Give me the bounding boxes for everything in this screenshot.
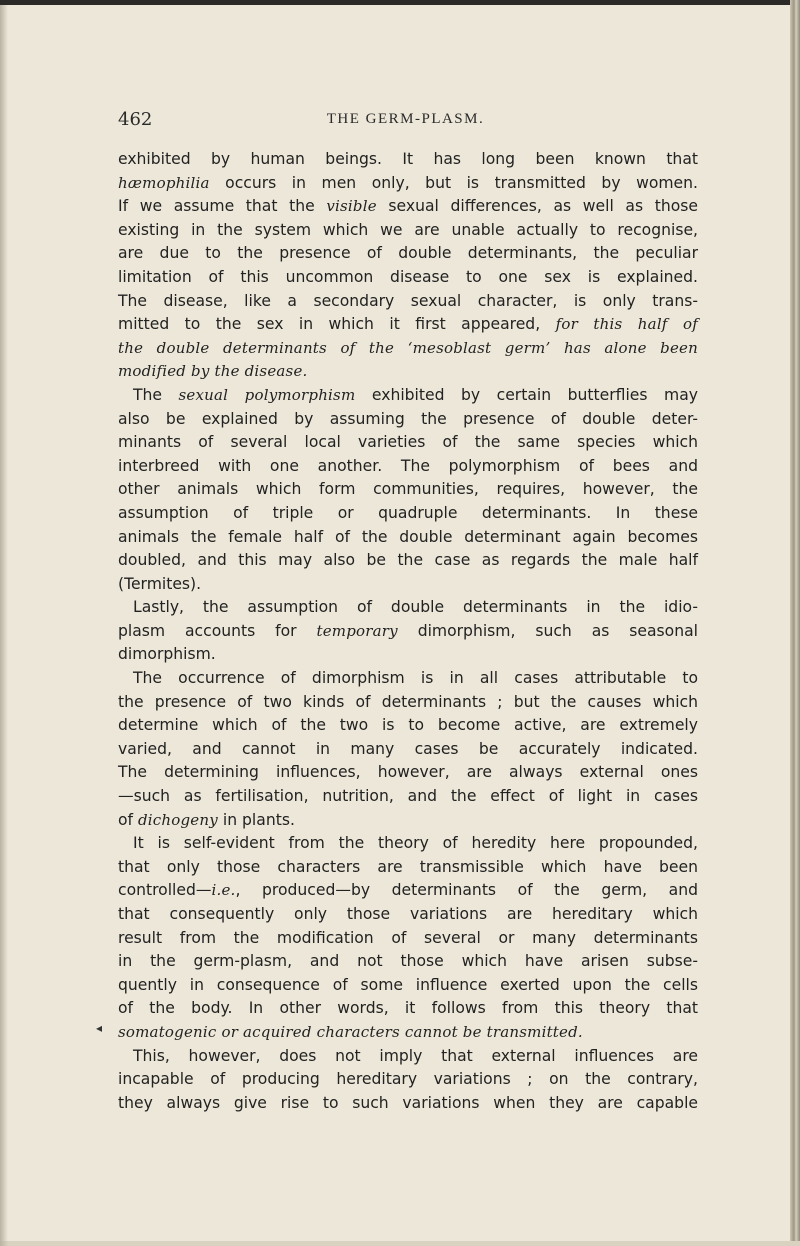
text-run: limitation of this uncommon disease to one sex is explained. [118, 267, 698, 286]
text-line [118, 643, 698, 667]
text-run: minants of several local varieties of the same species which [118, 433, 698, 452]
text-run: the presence of two kinds of determinants ; but the causes which [118, 692, 698, 711]
text-run: This, however, does not imply that external influences are [133, 1046, 698, 1065]
text-line [118, 809, 698, 833]
text-line [118, 313, 698, 337]
text-run: The disease, like a secondary sexual character, is only trans- [118, 291, 698, 310]
text-run: determine which of the two is to become active, are extremely [118, 716, 698, 735]
text-line [118, 761, 698, 785]
text-run: , produced—by determinants of the germ, and [235, 881, 698, 900]
text-line [118, 290, 698, 314]
text-line [118, 1045, 698, 1069]
text-line [118, 573, 698, 597]
text-line [118, 714, 698, 738]
text-line [118, 997, 698, 1021]
text-run: controlled— [118, 881, 212, 900]
text-run: exhibited by human beings. It has long been known that [118, 150, 698, 168]
text-line [118, 172, 698, 196]
margin-mark: ◂ [96, 1021, 103, 1035]
text-line [118, 927, 698, 951]
text-run: sexual differences, as well as those [376, 197, 698, 216]
text-line [118, 691, 698, 715]
page-header [118, 109, 693, 135]
text-line [118, 384, 698, 408]
text-line [118, 526, 698, 550]
text-line [118, 950, 698, 974]
italic-text: sexual polymorphism [178, 385, 356, 404]
italic-text: somatogenic or acquired characters cannot be transmitted. [118, 1022, 583, 1041]
text-line [118, 549, 698, 573]
text-run: in the germ-plasm, and not those which have arisen subse- [118, 952, 698, 971]
body-text [118, 148, 698, 1115]
text-run: of the body. In other words, it follows from this theory that [118, 999, 698, 1018]
text-run: It is self-evident from the theory of heredity here propounded, [133, 834, 698, 853]
text-line [118, 431, 698, 455]
italic-text: dichogeny [138, 810, 218, 829]
text-line [118, 360, 698, 384]
text-run: are due to the presence of double determinants, the peculiar [118, 244, 698, 263]
text-line [118, 667, 698, 691]
text-line [118, 1092, 698, 1116]
text-line [118, 502, 698, 526]
text-run: occurs in men only, but is transmitted by women. [209, 173, 698, 192]
text-line [118, 195, 698, 219]
text-line [118, 785, 698, 809]
text-line [118, 148, 698, 172]
running-title: THE GERM-PLASM. [326, 111, 485, 127]
text-run: Lastly, the assumption of double determinants in the idio- [133, 598, 698, 617]
text-line [118, 620, 698, 644]
text-run: result from the modification of several or many determinants [118, 928, 698, 947]
text-run: that consequently only those variations are hereditary which [118, 905, 698, 923]
text-run: varied, and cannot in many cases be accurately indicated. [118, 739, 698, 758]
text-run: plasm accounts for [118, 621, 317, 640]
text-run: of [118, 810, 138, 829]
text-run: —such as fertilisation, nutrition, and the effect of light in cases [118, 787, 698, 806]
text-line [118, 1021, 698, 1045]
text-run: animals the female half of the double determinant again becomes [118, 527, 698, 546]
text-line [118, 337, 698, 361]
text-line [118, 478, 698, 502]
text-run: incapable of producing hereditary variations ; on the contrary, [118, 1070, 698, 1089]
italic-text: the double determinants of the ‘mesoblast germ’ has alone been [118, 338, 698, 357]
text-line [118, 1068, 698, 1092]
text-run: dimorphism. [118, 645, 216, 664]
text-run: also be explained by assuming the presence of double deter- [118, 409, 698, 428]
text-line [118, 903, 698, 927]
text-run: interbreed with one another. The polymorphism of bees and [118, 456, 698, 475]
text-run: assumption of triple or quadruple determinants. In these [118, 503, 698, 522]
text-run: other animals which form communities, requires, however, the [118, 480, 698, 499]
text-run: The occurrence of dimorphism is in all cases attributable to [133, 669, 698, 688]
text-line [118, 738, 698, 762]
text-line [118, 596, 698, 620]
text-line [118, 856, 698, 880]
text-run: The [133, 385, 179, 404]
italic-text: hæmophilia [118, 173, 210, 192]
text-run: in plants. [217, 810, 295, 829]
page-gutter-shadow [0, 5, 8, 1246]
text-run: quently in consequence of some influence exerted upon the cells [118, 975, 698, 994]
text-run: mitted to the sex in which it first appeared, [118, 315, 556, 334]
italic-text: temporary [316, 621, 398, 640]
text-line [118, 266, 698, 290]
text-line [118, 408, 698, 432]
page-number: 462 [118, 109, 153, 130]
text-run: dimorphism, such as seasonal [397, 621, 698, 640]
text-run: If we assume that the [118, 197, 327, 216]
italic-text: i.e. [211, 881, 236, 900]
text-line [118, 832, 698, 856]
italic-text: modified by the disease. [118, 362, 308, 381]
italic-text: for this half of [555, 315, 698, 334]
text-run: exhibited by certain butterflies may [355, 385, 698, 404]
text-run: The determining influences, however, are always external ones [118, 763, 698, 782]
text-run: (Termites). [118, 574, 202, 593]
text-run: existing in the system which we are unable actually to recognise, [118, 220, 698, 239]
text-run: doubled, and this may also be the case as regards the male half [118, 551, 698, 570]
text-line [118, 879, 698, 903]
italic-text: visible [326, 197, 377, 216]
text-run: they always give rise to such variations when they are capable [118, 1093, 698, 1112]
text-line [118, 455, 698, 479]
text-line [118, 219, 698, 243]
text-line [118, 974, 698, 998]
text-line [118, 242, 698, 266]
text-run: that only those characters are transmissible which have been [118, 857, 698, 876]
page-edge [790, 0, 800, 1241]
